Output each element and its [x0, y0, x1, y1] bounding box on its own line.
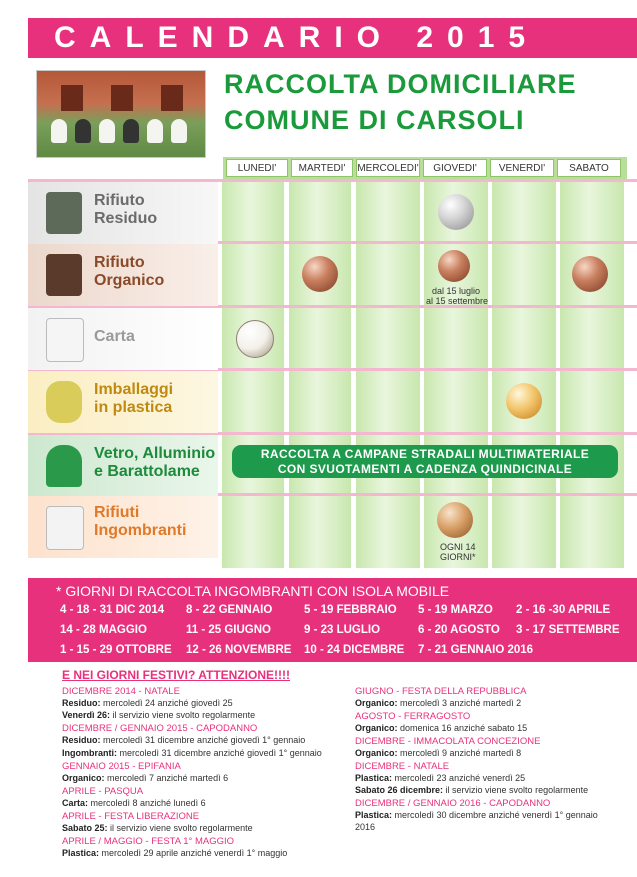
holiday-line: Sabato 26 dicembre: il servizio viene svolto regolarmente: [355, 785, 589, 795]
marker-residuo-giovedi: [438, 194, 474, 230]
holiday-line: Organico: mercoledì 9 anziché martedì 8: [355, 748, 522, 758]
day-label-mercoledi: MERCOLEDI': [356, 159, 420, 177]
row-label-text: in plastica: [94, 399, 173, 416]
day-label-lunedi: LUNEDI': [226, 159, 288, 177]
holiday-line: Residuo: mercoledì 31 dicembre anziché giovedì 1° gennaio: [62, 735, 306, 745]
glass-bell-icon: [46, 445, 82, 487]
row-label-organico: [28, 244, 218, 306]
plastic-bag-icon: [46, 381, 82, 423]
column-mercoledi: [356, 179, 420, 568]
column-sabato: [560, 179, 624, 568]
header-photo: [36, 70, 206, 158]
row-label-text: Carta: [94, 328, 135, 345]
row-label-text: Organico: [94, 272, 165, 289]
holiday-heading: APRILE - PASQUA: [62, 786, 144, 797]
holiday-line: Organico: domenica 16 anziché sabato 15: [355, 723, 528, 733]
marker-plastica-venerdi: [506, 383, 542, 419]
day-label-sabato: SABATO: [557, 159, 621, 177]
holiday-heading: GENNAIO 2015 - EPIFANIA: [62, 761, 181, 772]
row-label-text: Rifiuto: [94, 254, 145, 271]
marker-organico-sabato: [572, 256, 608, 292]
mobile-date: 14 - 28 MAGGIO: [60, 624, 147, 636]
row-label-text: Rifiuti: [94, 504, 140, 521]
holiday-line: Carta: mercoledì 8 anziché lunedì 6: [62, 798, 206, 808]
glass-banner-line-2: CON SVUOTAMENTI A CADENZA QUINDICINALE: [277, 462, 573, 476]
holiday-heading: GIUGNO - FESTA DELLA REPUBBLICA: [355, 686, 527, 697]
mobile-date: 3 - 17 SETTEMBRE: [516, 624, 620, 636]
row-label-text: Ingombranti: [94, 522, 187, 539]
organic-bin-icon: [46, 254, 82, 296]
row-label-carta: [28, 308, 218, 370]
marker-ingombranti-giovedi: [437, 502, 473, 538]
page-title: CALENDARIO 2015: [28, 18, 637, 58]
mobile-date: 11 - 25 GIUGNO: [186, 624, 272, 636]
holiday-heading: APRILE / MAGGIO - FESTA 1° MAGGIO: [62, 836, 235, 847]
note-organico-line-1: dal 15 luglio: [432, 286, 481, 296]
row-label-residuo: [28, 182, 218, 244]
paper-icon: [46, 318, 84, 362]
waste-bin-icon: [46, 192, 82, 234]
holiday-line: Organico: mercoledì 3 anziché martedì 2: [355, 698, 522, 708]
row-label-plastica: [28, 371, 218, 433]
row-label-ingombranti: [28, 496, 218, 558]
holiday-line: Venerdì 26: il servizio viene svolto regolarmente: [62, 710, 256, 720]
mobile-date: 6 - 20 AGOSTO: [418, 624, 500, 636]
glass-collection-banner: [232, 445, 618, 478]
holiday-heading: DICEMBRE - IMMACOLATA CONCEZIONE: [355, 736, 541, 747]
holiday-line: Sabato 25: il servizio viene svolto regolarmente: [62, 823, 253, 833]
holiday-line: Residuo: mercoledì 24 anziché giovedì 25: [62, 698, 233, 708]
row-label-text: Rifiuto: [94, 192, 145, 209]
marker-organico-giovedi: [438, 250, 470, 282]
mobile-collection-title: * GIORNI DI RACCOLTA INGOMBRANTI CON ISOLA MOBILE: [56, 583, 450, 599]
holiday-line: Ingombranti: mercoledì 31 dicembre anziché giovedì 1° gennaio: [62, 748, 322, 758]
mobile-date: 12 - 26 NOVEMBRE: [186, 644, 292, 656]
note-ingombranti-line-1: OGNI 14: [440, 542, 476, 552]
mobile-date: 10 - 24 DICEMBRE: [304, 644, 405, 656]
glass-banner-line-1: RACCOLTA A CAMPANE STRADALI MULTIMATERIALE: [260, 447, 590, 461]
note-organico-line-2: al 15 settembre: [426, 296, 489, 306]
holiday-heading: AGOSTO - FERRAGOSTO: [355, 711, 471, 722]
column-venerdi: [492, 179, 556, 568]
marker-carta-lunedi: [236, 320, 274, 358]
appliance-icon: [46, 506, 84, 550]
holidays-title: E NEI GIORNI FESTIVI? ATTENZIONE!!!!: [62, 668, 290, 682]
day-label-venerdi: VENERDI': [490, 159, 554, 177]
row-label-text: Imballaggi: [94, 381, 174, 398]
holiday-line: Organico: mercoledì 7 anziché martedì 6: [62, 773, 229, 783]
holiday-heading: DICEMBRE 2014 - NATALE: [62, 686, 180, 697]
holiday-heading: DICEMBRE - NATALE: [355, 761, 450, 772]
mobile-date: 5 - 19 MARZO: [418, 604, 493, 616]
day-label-martedi: MARTEDI': [291, 159, 353, 177]
mobile-date: 8 - 22 GENNAIO: [186, 604, 273, 616]
holiday-heading: APRILE - FESTA LIBERAZIONE: [62, 811, 200, 822]
mobile-date: 9 - 23 LUGLIO: [304, 624, 381, 636]
day-label-giovedi: GIOVEDI': [423, 159, 487, 177]
mobile-date: 2 - 16 -30 APRILE: [516, 604, 611, 616]
holiday-heading: DICEMBRE / GENNAIO 2015 - CAPODANNO: [62, 723, 258, 734]
mobile-date: 5 - 19 FEBBRAIO: [304, 604, 397, 616]
column-martedi: [289, 179, 351, 568]
mobile-date: 4 - 18 - 31 DIC 2014: [60, 604, 165, 616]
mobile-date: 1 - 15 - 29 OTTOBRE: [60, 644, 172, 656]
holiday-line: Plastica: mercoledì 29 aprile anziché venerdì 1° maggio: [62, 848, 288, 858]
row-label-text: e Barattolame: [94, 463, 200, 480]
heading-line-2: COMUNE DI CARSOLI: [224, 105, 525, 135]
note-ingombranti-line-2: GIORNI*: [440, 552, 476, 562]
holiday-heading: DICEMBRE / GENNAIO 2016 - CAPODANNO: [355, 798, 551, 809]
marker-organico-martedi: [302, 256, 338, 292]
row-label-vetro: [28, 435, 218, 497]
holiday-line: 2016: [355, 822, 376, 832]
row-label-text: Vetro, Alluminio: [94, 445, 216, 462]
holiday-line: Plastica: mercoledì 23 anziché venerdì 25: [355, 773, 526, 783]
holiday-line: Plastica: mercoledì 30 dicembre anziché venerdì 1° gennaio: [355, 810, 598, 820]
column-lunedi: [222, 179, 284, 568]
row-label-text: Residuo: [94, 210, 158, 227]
heading-line-1: RACCOLTA DOMICILIARE: [224, 69, 577, 99]
mobile-date: 7 - 21 GENNAIO 2016: [418, 644, 534, 656]
